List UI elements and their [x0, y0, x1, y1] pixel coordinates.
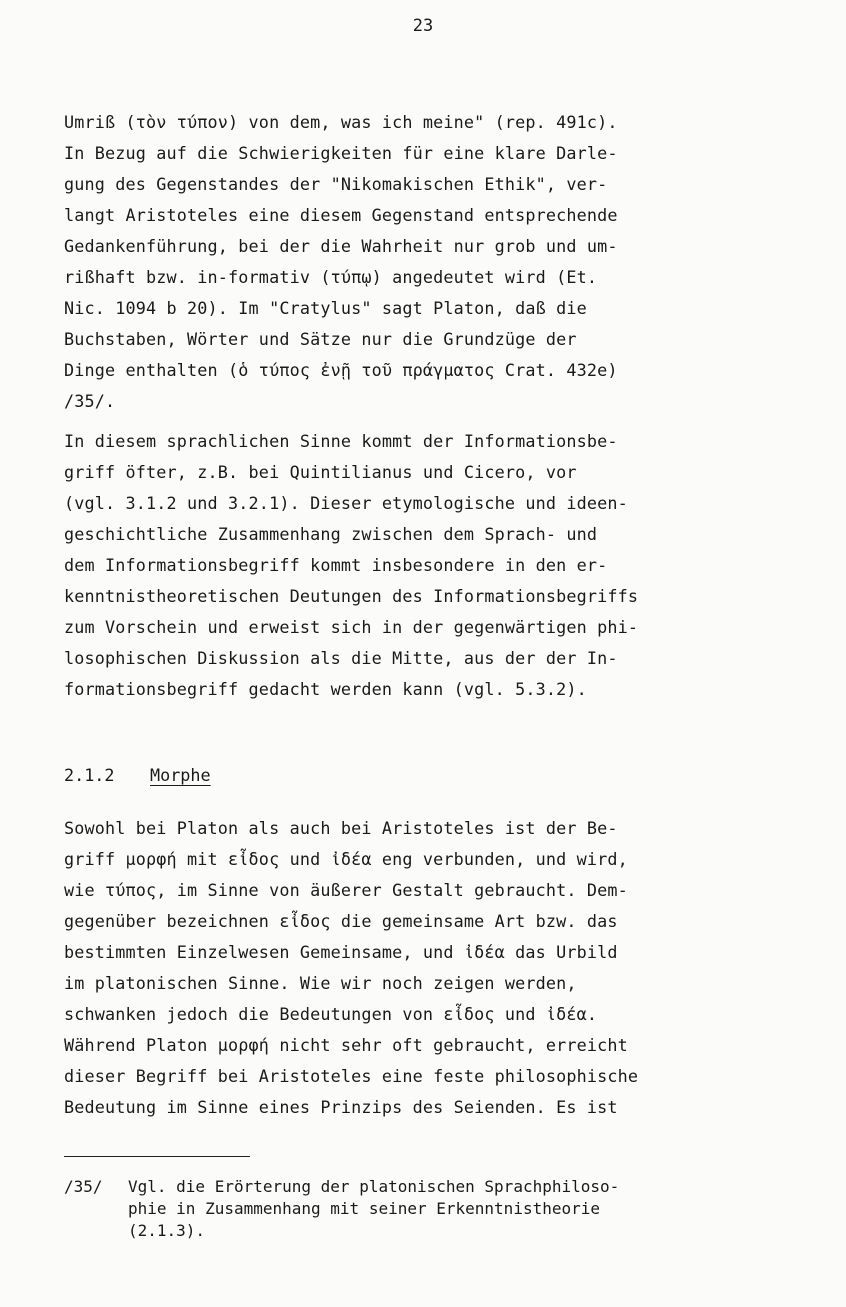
- text-line: In Bezug auf die Schwierigkeiten für eine klare Darle-: [64, 143, 618, 163]
- text-line: losophischen Diskussion als die Mitte, aus der der In-: [64, 648, 618, 668]
- text-line: kenntnistheoretischen Deutungen des Informationsbegriffs: [64, 586, 639, 606]
- section-heading: [64, 760, 211, 791]
- text-line: dem Informationsbegriff kommt insbesondere in den er-: [64, 555, 608, 575]
- text-line: Bedeutung im Sinne eines Prinzips des Seienden. Es ist: [64, 1097, 618, 1117]
- text-line: rißhaft bzw. in-formativ (τύπῳ) angedeutet wird (Et.: [64, 267, 598, 287]
- text-line: In diesem sprachlichen Sinne kommt der Informationsbe-: [64, 431, 618, 451]
- footnote-divider: [64, 1156, 250, 1157]
- text-line: gung des Gegenstandes der "Nikomakischen Ethik", ver-: [64, 174, 608, 194]
- footnote-text-line: phie in Zusammenhang mit seiner Erkenntnistheorie: [128, 1199, 601, 1218]
- text-line: Nic. 1094 b 20). Im "Cratylus" sagt Platon, daß die: [64, 298, 587, 318]
- text-line: griff öfter, z.B. bei Quintilianus und Cicero, vor: [64, 462, 577, 482]
- footnote-text-line: Vgl. die Erörterung der platonischen Sprachphiloso-: [128, 1177, 620, 1196]
- footnote-marker: /35/: [64, 1177, 103, 1196]
- text-line: (vgl. 3.1.2 und 3.2.1). Dieser etymologische und ideen-: [64, 493, 628, 513]
- text-line: Umriß (τὸν τύπον) von dem, was ich meine" (rep. 491c).: [64, 112, 618, 132]
- text-line: /35/.: [64, 391, 116, 411]
- text-line: Gedankenführung, bei der die Wahrheit nur grob und um-: [64, 236, 618, 256]
- text-line: Sowohl bei Platon als auch bei Aristoteles ist der Be-: [64, 818, 618, 838]
- text-line: dieser Begriff bei Aristoteles eine feste philosophische: [64, 1066, 639, 1086]
- text-line: Während Platon μορφή nicht sehr oft gebraucht, erreicht: [64, 1035, 628, 1055]
- text-line: zum Vorschein und erweist sich in der gegenwärtigen phi-: [64, 617, 639, 637]
- text-line: schwanken jedoch die Bedeutungen von εἶδος und ἰδέα.: [64, 1004, 598, 1024]
- text-line: geschichtliche Zusammenhang zwischen dem Sprach- und: [64, 524, 598, 544]
- text-line: wie τύπος, im Sinne von äußerer Gestalt gebraucht. Dem-: [64, 880, 628, 900]
- text-line: Dinge enthalten (ὁ τύπος ἐνῇ τοῦ πράγματος Crat. 432e): [64, 360, 618, 380]
- page-number: 23: [412, 16, 434, 36]
- paragraph-1: [64, 107, 784, 417]
- text-line: gegenüber bezeichnen εἶδος die gemeinsame Art bzw. das: [64, 911, 618, 931]
- text-line: formationsbegriff gedacht werden kann (vgl. 5.3.2).: [64, 679, 587, 699]
- text-line: griff μορφή mit εἶδος und ἰδέα eng verbunden, und wird,: [64, 849, 628, 869]
- section-title: Morphe: [150, 765, 211, 785]
- text-line: bestimmten Einzelwesen Gemeinsame, und ἰδέα das Urbild: [64, 942, 618, 962]
- footnote: [64, 1176, 784, 1242]
- text-line: langt Aristoteles eine diesem Gegenstand entsprechende: [64, 205, 618, 225]
- footnote-text-line: (2.1.3).: [128, 1221, 206, 1240]
- text-line: im platonischen Sinne. Wie wir noch zeigen werden,: [64, 973, 577, 993]
- paragraph-3: [64, 813, 784, 1123]
- section-number: 2.1.2: [64, 765, 115, 785]
- paragraph-2: [64, 426, 784, 705]
- text-line: Buchstaben, Wörter und Sätze nur die Grundzüge der: [64, 329, 577, 349]
